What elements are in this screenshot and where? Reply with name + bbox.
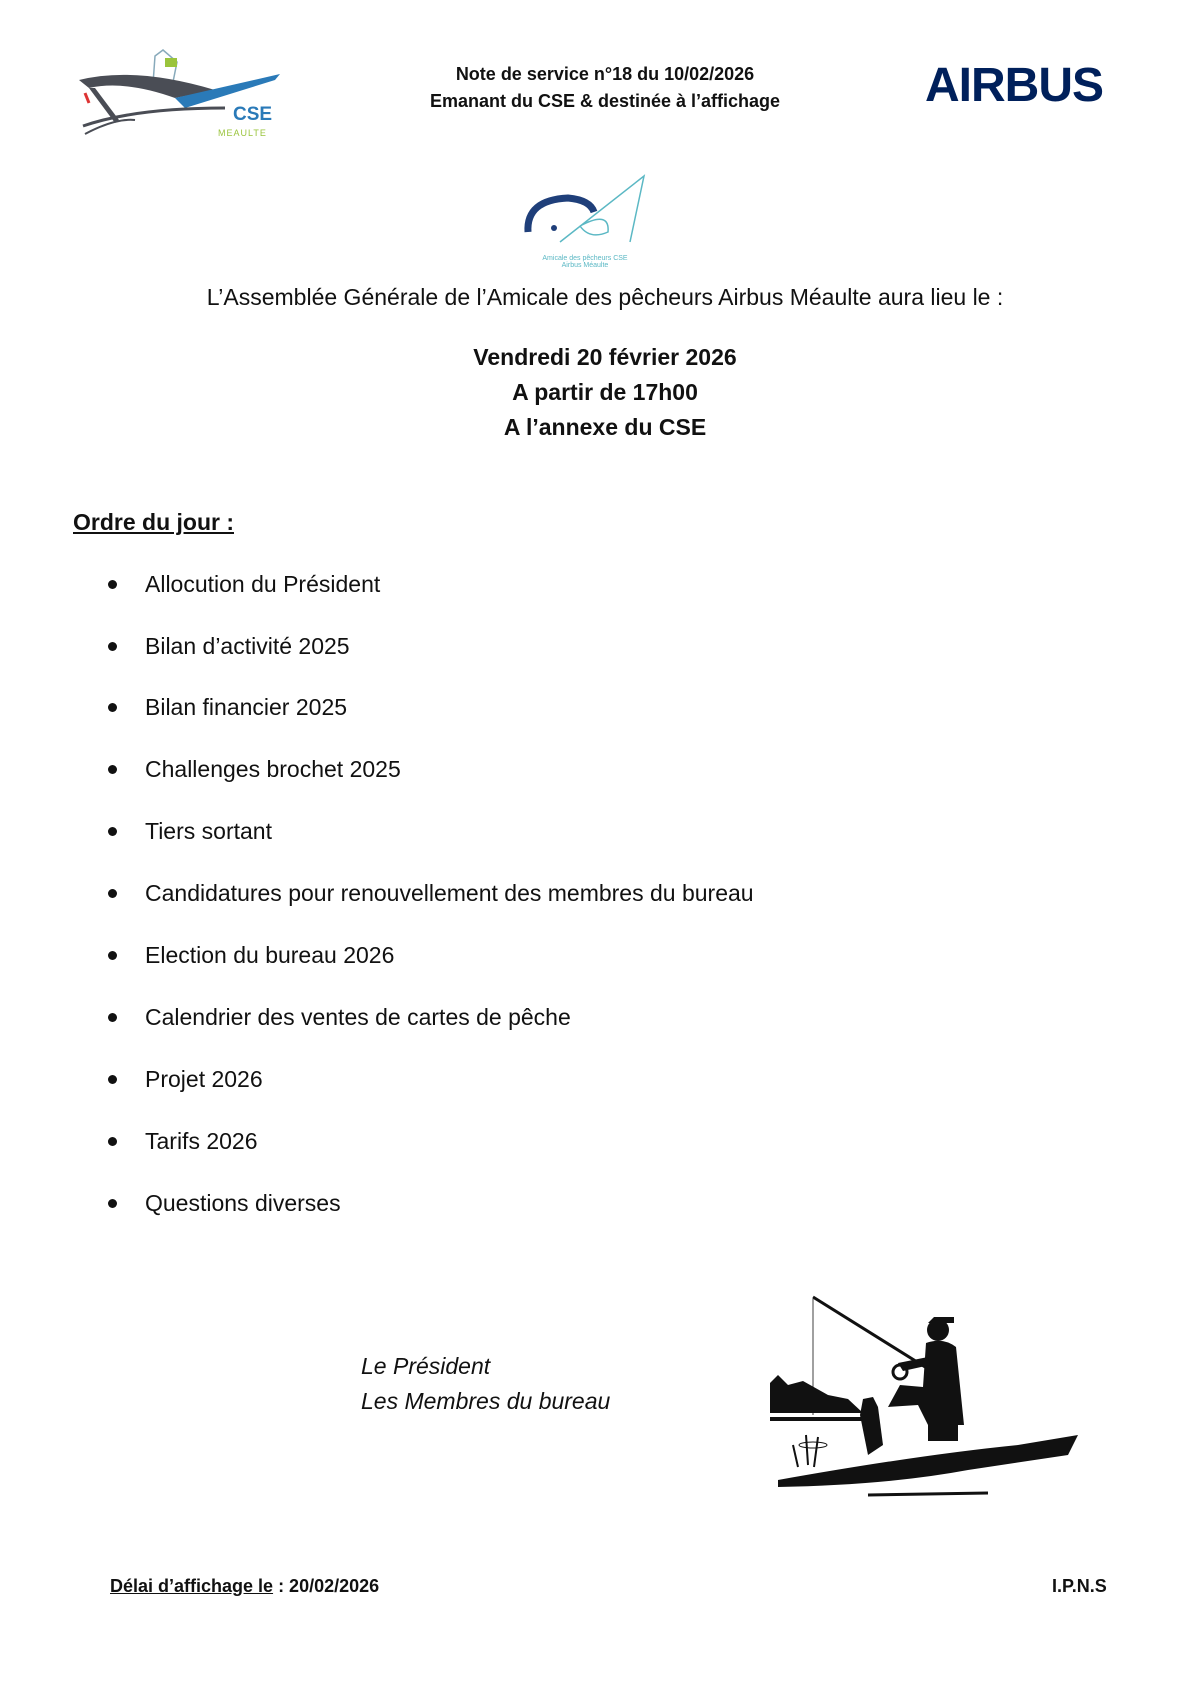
agenda-item-text: Tarifs 2026: [145, 1128, 258, 1154]
agenda-item-text: Bilan d’activité 2025: [145, 633, 350, 659]
agenda-item: [108, 694, 347, 721]
event-place: A l’annexe du CSE: [503, 414, 707, 440]
agenda-item: [108, 1066, 263, 1093]
bullet-icon: [108, 1075, 117, 1084]
agenda-item-text: Questions diverses: [145, 1190, 341, 1216]
bullet-icon: [108, 827, 117, 836]
event-date: Vendredi 20 février 2026: [473, 344, 737, 370]
bullet-icon: [108, 1199, 117, 1208]
agenda-item: [108, 1004, 571, 1031]
bullet-icon: [108, 765, 117, 774]
posting-deadline: [110, 1576, 379, 1597]
agenda-item-text: Allocution du Président: [145, 571, 381, 597]
bullet-icon: [108, 642, 117, 651]
agenda-item-text: Bilan financier 2025: [145, 694, 348, 720]
deadline-label: Délai d’affichage le: [110, 1576, 274, 1596]
agenda-item-text: Candidatures pour renouvellement des membres du bureau: [145, 880, 754, 906]
bullet-icon: [108, 951, 117, 960]
cse-logo-subtext: MEAULTE: [218, 128, 267, 138]
amicale-pecheurs-logo: [520, 170, 650, 280]
cse-meaulte-logo: [75, 48, 290, 148]
bullet-icon: [108, 1013, 117, 1022]
event-time: A partir de 17h00: [512, 379, 698, 405]
agenda-item: [108, 818, 272, 845]
bullet-icon: [108, 1137, 117, 1146]
airbus-logo: AIRBUS: [925, 59, 1104, 112]
agenda-item: [108, 633, 350, 660]
signature-bureau: Les Membres du bureau: [361, 1388, 611, 1414]
deadline-value: : 20/02/2026: [273, 1576, 380, 1596]
agenda-item-text: Tiers sortant: [145, 818, 272, 844]
agenda-item-text: Election du bureau 2026: [145, 942, 395, 968]
amicale-logo-text: Amicale des pêcheurs CSE Airbus Méaulte: [542, 255, 628, 269]
agenda-item: [108, 1190, 341, 1217]
signature-president: Le Président: [361, 1353, 491, 1379]
agenda-item-text: Calendrier des ventes de cartes de pêche: [145, 1004, 571, 1030]
agenda-item-text: Challenges brochet 2025: [145, 756, 401, 782]
note-subtitle: Emanant du CSE & destinée à l’affichage: [429, 91, 781, 111]
agenda-item: [108, 942, 394, 969]
agenda-item: [108, 880, 754, 907]
agenda-item: [108, 571, 380, 598]
agenda-item: [108, 1128, 258, 1155]
intro-text: L’Assemblée Générale de l’Amicale des pêcheurs Airbus Méaulte aura lieu le :: [206, 284, 1004, 310]
bullet-icon: [108, 889, 117, 898]
agenda-item: [108, 756, 401, 783]
agenda-title: Ordre du jour :: [73, 509, 234, 535]
note-title: Note de service n°18 du 10/02/2026: [455, 64, 755, 84]
ipns-mention: I.P.N.S: [1052, 1576, 1107, 1596]
bullet-icon: [108, 580, 117, 589]
cse-logo-text: CSE: [233, 104, 273, 125]
fisherman-silhouette-image: [768, 1295, 1093, 1500]
agenda-item-text: Projet 2026: [145, 1066, 263, 1092]
bullet-icon: [108, 703, 117, 712]
